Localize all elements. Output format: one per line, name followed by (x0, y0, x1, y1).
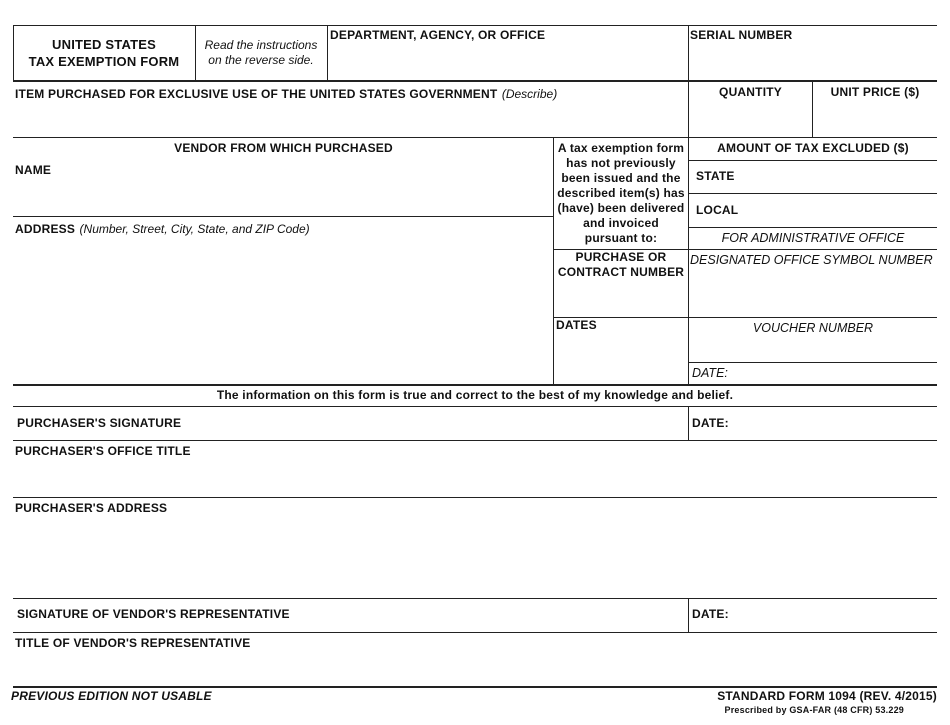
vendor-rep-date-label: DATE: (692, 607, 729, 621)
quantity-label: QUANTITY (719, 85, 782, 99)
dates-label: DATES (556, 318, 597, 332)
item-purchased-hint: (Describe) (501, 87, 558, 101)
dates-field[interactable] (554, 334, 688, 384)
exemption-note-line: and invoiced (583, 216, 659, 230)
purchaser-date-field[interactable] (735, 407, 937, 440)
prescribed-by-note: Prescribed by GSA-FAR (48 CFR) 53.229 (724, 705, 904, 715)
contract-number-field[interactable] (554, 282, 688, 317)
purchaser-address-label: PURCHASER'S ADDRESS (15, 501, 168, 515)
purchaser-address-field[interactable] (14, 517, 937, 598)
vendor-rep-date-field[interactable] (735, 599, 937, 632)
purchaser-signature-field[interactable] (190, 407, 688, 440)
item-description-field[interactable] (14, 101, 688, 137)
form-title-line2: TAX EXEMPTION FORM (28, 54, 180, 69)
vendor-name-field[interactable] (14, 178, 553, 216)
form-title (14, 36, 194, 70)
standard-form-number: STANDARD FORM 1094 (REV. 4/2015) (717, 689, 937, 703)
office-symbol-field[interactable] (689, 269, 937, 317)
exemption-note-line: described item(s) has (557, 186, 685, 200)
form-bottom-rule (13, 686, 937, 688)
state-tax-field[interactable] (740, 161, 937, 193)
tax-local-bottom-rule (688, 227, 937, 228)
state-tax-label: STATE (696, 169, 735, 183)
tax-excluded-header: AMOUNT OF TAX EXCLUDED ($) (717, 141, 909, 155)
voucher-number-label: VOUCHER NUMBER (752, 321, 874, 335)
voucher-number-field[interactable] (689, 337, 937, 362)
item-purchased-text: ITEM PURCHASED FOR EXCLUSIVE USE OF THE UNITED STATES GOVERNMENT (15, 87, 498, 101)
department-field[interactable] (328, 44, 688, 80)
vendor-rep-signature-label: SIGNATURE OF VENDOR'S REPRESENTATIVE (17, 607, 290, 621)
vendor-name-label: NAME (15, 163, 52, 177)
item-bottom-rule (13, 137, 937, 138)
vendor-address-field[interactable] (14, 236, 553, 384)
contract-bottom-rule (553, 317, 937, 318)
instructions-line2: on the reverse side. (208, 53, 314, 67)
purchaser-office-title-label: PURCHASER'S OFFICE TITLE (15, 444, 191, 458)
office-symbol-label: DESIGNATED OFFICE SYMBOL NUMBER (690, 253, 933, 267)
vendor-header: VENDOR FROM WHICH PURCHASED (174, 141, 393, 155)
exemption-note-line: been issued and the (561, 171, 681, 185)
purchaser-date-divider (688, 406, 689, 440)
admin-date-field[interactable] (730, 363, 937, 384)
exemption-note (554, 141, 688, 246)
contract-number-line2: CONTRACT NUMBER (557, 265, 685, 279)
purchaser-signature-label: PURCHASER'S SIGNATURE (17, 416, 182, 430)
vendor-date-divider (688, 598, 689, 632)
certification-top-rule (13, 384, 937, 386)
vendor-rep-title-label: TITLE OF VENDOR'S REPRESENTATIVE (15, 636, 251, 650)
instructions-line1: Read the instructions (204, 38, 318, 52)
form-top-border (13, 25, 937, 26)
quantity-field[interactable] (689, 101, 812, 137)
department-label: DEPARTMENT, AGENCY, OR OFFICE (330, 28, 546, 42)
header-bottom-rule (13, 80, 937, 82)
vendor-signature-bottom-rule (13, 632, 937, 633)
vendor-rep-signature-field[interactable] (300, 599, 688, 632)
admin-office-label: FOR ADMINISTRATIVE OFFICE (721, 231, 905, 245)
previous-edition-note: PREVIOUS EDITION NOT USABLE (11, 689, 212, 703)
exemption-note-line: has not previously (566, 156, 676, 170)
admin-date-label: DATE: (692, 366, 728, 380)
exemption-note-line: (have) been delivered (557, 201, 685, 215)
office-title-bottom-rule (13, 497, 937, 498)
form-title-line1: UNITED STATES (52, 37, 156, 52)
vendor-name-bottom-rule (13, 216, 554, 217)
serial-number-label: SERIAL NUMBER (690, 28, 793, 42)
exemption-note-line: A tax exemption form (557, 141, 685, 155)
contract-number-label (554, 250, 688, 280)
purchaser-office-title-field[interactable] (14, 460, 937, 497)
unit-price-field[interactable] (813, 101, 937, 137)
serial-number-field[interactable] (689, 44, 937, 80)
exemption-note-line: pursuant to: (584, 231, 658, 245)
unit-price-label: UNIT PRICE ($) (830, 85, 920, 99)
instructions-note (196, 38, 326, 68)
purchaser-date-label: DATE: (692, 416, 729, 430)
purchaser-signature-bottom-rule (13, 440, 937, 441)
vendor-rep-title-field[interactable] (14, 652, 937, 686)
local-tax-field[interactable] (740, 194, 937, 227)
vendor-address-hint: (Number, Street, City, State, and ZIP Code) (79, 222, 310, 236)
local-tax-label: LOCAL (696, 203, 739, 217)
vendor-address-text: ADDRESS (15, 222, 76, 236)
contract-number-line1: PURCHASE OR (575, 250, 667, 264)
certification-statement: The information on this form is true and correct to the best of my knowledge and belief. (216, 388, 734, 402)
